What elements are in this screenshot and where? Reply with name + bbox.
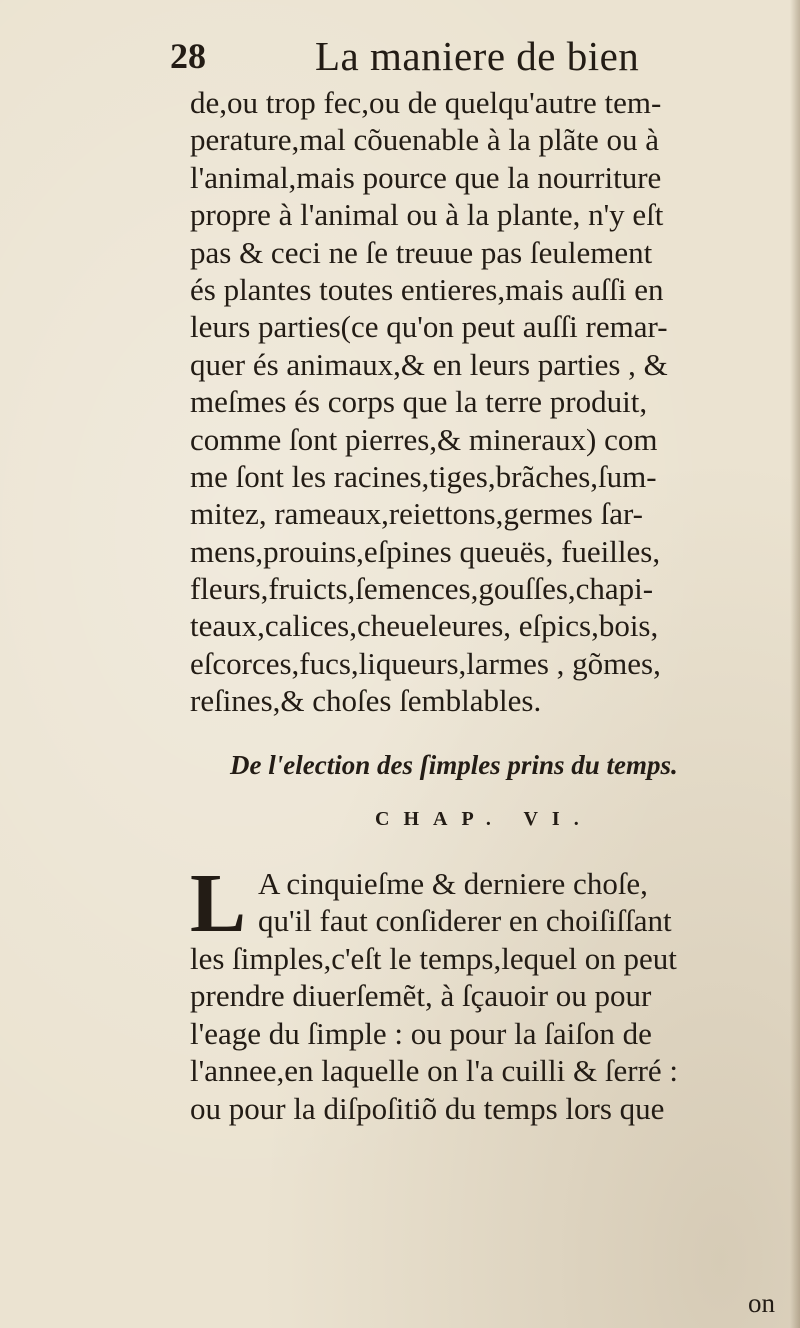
- text-line: me ſont les racines,tiges,brãches,ſum-: [190, 458, 657, 494]
- running-title: La maniere de bien: [315, 33, 640, 79]
- text-line: és plantes toutes entieres,mais auſſi en: [190, 271, 664, 307]
- text-line: fleurs,fruicts,ſemences,gouſſes,chapi-: [190, 571, 654, 607]
- text-line: teaux,calices,cheueleures, eſpics,bois,: [190, 608, 659, 644]
- chapter-line: A cinquieſme & derniere choſe,: [258, 866, 648, 901]
- text-line: de,ou trop fec,ou de quelqu'autre tem-: [190, 85, 662, 120]
- text-line: eſcorces,fucs,liqueurs,larmes , gõmes,: [190, 645, 661, 681]
- body-text: [190, 84, 790, 720]
- chapter-line: l'eage du ſimple : ou pour la ſaiſon de: [190, 1016, 652, 1051]
- text-line: l'animal,mais pource que la nourriture: [190, 159, 662, 195]
- chapter-line: qu'il faut conſiderer en choiſiſſant: [258, 903, 672, 938]
- catchword: on: [748, 1288, 775, 1318]
- page-edge-shadow: [790, 0, 800, 1328]
- drop-cap: L: [190, 857, 247, 950]
- chapter-text: [190, 857, 790, 1315]
- text-line: mens,prouins,eſpines queuës, fueilles,: [190, 533, 661, 569]
- page-number: 28: [170, 36, 206, 76]
- text-line: quer és animaux,& en leurs parties , &: [190, 346, 668, 382]
- text-line: reſines,& choſes ſemblables.: [190, 683, 542, 719]
- chapter-line: l'annee,en laquelle on l'a cuilli & ſerré :: [190, 1053, 679, 1088]
- page-header: [170, 30, 730, 82]
- text-line: comme ſont pierres,& mineraux) com: [190, 421, 658, 457]
- text-line: mitez, rameaux,reiettons,germes ſar-: [190, 496, 643, 532]
- text-line: perature,mal cõuenable à la plãte ou à: [190, 122, 660, 158]
- text-line: leurs parties(ce qu'on peut auſſi remar-: [190, 309, 668, 345]
- chapter-line: ou pour la diſpoſitiõ du temps lors que: [190, 1091, 665, 1126]
- chapter-label: CHAP. VI.: [375, 808, 593, 830]
- text-line: propre à l'animal ou à la plante, n'y eſt: [190, 197, 664, 233]
- text-line: pas & ceci ne ſe treuue pas ſeulement: [190, 234, 653, 270]
- text-line: meſmes és corps que la terre produit,: [190, 384, 648, 420]
- chapter-line: les ſimples,c'eſt le temps,lequel on peut: [190, 941, 677, 976]
- section-heading: De l'election des ſimples prins du temps.: [230, 750, 678, 780]
- chapter-line: prendre diuerſemẽt, à ſçauoir ou pour: [190, 978, 652, 1013]
